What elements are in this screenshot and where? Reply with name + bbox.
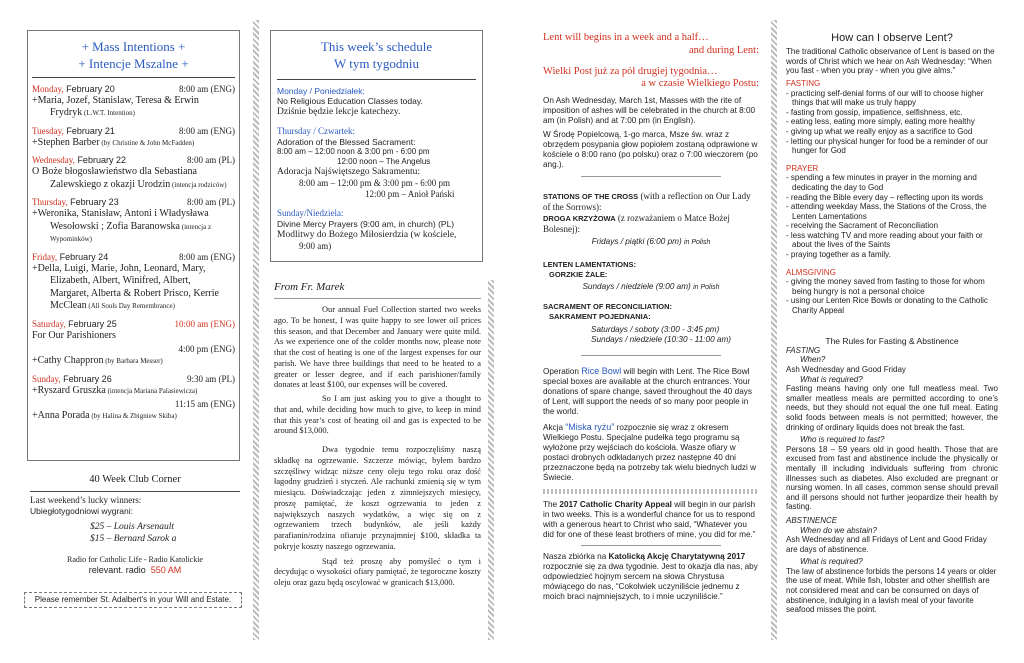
intention-day: Tuesday, xyxy=(32,125,64,136)
intention-time: 9:30 am (PL) xyxy=(187,373,235,384)
intention-time: 10:00 am (ENG) xyxy=(174,318,235,329)
intention-time: 8:00 am (ENG) xyxy=(179,251,235,262)
club-title: 40 Week Club Corner xyxy=(89,474,181,485)
intention-note: (by Barbara Messer) xyxy=(103,357,163,366)
fasting-when-label: When? xyxy=(800,355,826,365)
intention-note: (L.W.T. Intention) xyxy=(82,109,135,118)
intention-entry xyxy=(32,84,235,120)
reconciliation-time-2: Sundays / niedziele (10:30 - 11:00 am) xyxy=(591,335,732,345)
miska-text: rozpocznie się wraz z okresem Wielkiego Postu. Specjalne pudełka tego programu są wyłożone przy wejściach do kościoła. Wasze ofiary w postaci drobnych odkładanych przez następne 40 dni przeznaczone będą na potrzeby tak wielu biednych ludzi w Świecie. xyxy=(543,423,757,483)
lamentations-heading: LENTEN LAMENTATIONS: xyxy=(543,259,637,269)
akcja-name: Katolicką Akcję Charytatywną 2017 xyxy=(608,552,746,562)
reconciliation-pl: SAKRAMENT POJEDNANIA: xyxy=(549,312,651,322)
monday-heading: Monday / Poniedziałek: xyxy=(277,85,365,96)
appeal-name: 2017 Catholic Charity Appeal xyxy=(559,500,672,510)
remember-box: Please remember St. Adalbert’s in your Will and Estate. xyxy=(24,592,242,608)
reconciliation-time-1: Saturdays / soboty (3:00 - 3:45 pm) xyxy=(591,325,720,335)
intention-date: February 22 xyxy=(74,155,126,166)
intention-date: February 23 xyxy=(67,197,119,208)
miska-prefix: Akcja xyxy=(543,423,564,433)
prayer-item: - attending weekday Mass, the Stations of the Cross, the Lenten Lamentations xyxy=(786,202,987,221)
thursday-line6: 12:00 pm – Anioł Pański xyxy=(365,189,455,200)
intention-text: For Our Parishioners xyxy=(32,329,116,341)
intention-day: Monday, xyxy=(32,83,64,94)
intention-entry xyxy=(32,374,235,423)
thursday-line5: 8:00 am – 12:00 pm & 3:00 pm - 6:00 pm xyxy=(299,178,450,189)
fasting-list xyxy=(786,89,998,156)
lamentations-pl: GORZKIE ŻALE: xyxy=(549,269,608,279)
intention-entry xyxy=(32,319,235,368)
alms-list xyxy=(786,277,998,315)
intention-entry xyxy=(32,126,235,149)
intention-text: +Ryszard Gruszka (intencja Mariana Palasiewicza) xyxy=(32,384,198,396)
mass-intentions-title-en: + Mass Intentions + xyxy=(81,39,186,54)
prayer-item: - reading the Bible every day – reflecting upon its words xyxy=(786,192,983,202)
intention-text: +Cathy Chappron (by Barbara Messer) xyxy=(32,355,163,367)
thursday-line3: 12:00 noon – The Angelus xyxy=(337,157,431,167)
prayer-list xyxy=(786,173,998,259)
intention-time: 11:15 am (ENG) xyxy=(174,399,235,410)
intention-text: Frydryk (L.W.T. Intention) xyxy=(50,107,135,119)
lent-heading-1: Lent will begins in a week and a half… xyxy=(543,32,709,43)
ash-wednesday-pl: W Środę Popielcową, 1-go marca, Msze św. wraz z obrzędem posypania głow popiołem zostaną odprawione w kościele o 8:00 rano (po polsku) oraz o 7:00 wieczorem (po ang.). xyxy=(543,130,758,170)
droga-language: in Polish xyxy=(683,239,711,247)
prayer-item: - praying together as a family. xyxy=(786,250,891,260)
observe-title: How can I observe Lent? xyxy=(831,32,953,44)
intention-date: February 20 xyxy=(63,83,115,94)
fasting-what-answer: Fasting means having only one full meatless meal. Two smaller meatless meals are permitted according to one’s needs, but they should not equal the one full meal. Eating solid foods between meals is not permitted; however, the drinking of ordinary liquids does not break the fast. xyxy=(786,384,998,432)
intention-day: Sunday, xyxy=(32,373,61,384)
sunday-line2: Modlitwy do Bożego Miłosierdzia (w kościele, xyxy=(277,229,457,240)
fasting-who-label: Who is required to fast? xyxy=(800,435,885,445)
intention-text: Elizabeth, Albert, Winifred, Albert, xyxy=(50,275,191,287)
rice-bowl-text: will begin with Lent. The Rice Bowl special boxes are available at the church entrances. Your donations of spare change, saved throughout the 40 days of Lent, will support the needs of so many poor people in the world. xyxy=(543,367,752,417)
fasting-item: - fasting from gossip, impatience, selfishness, etc. xyxy=(786,107,963,117)
intention-note: (by Christine & John McFadden) xyxy=(99,138,195,147)
fr-marek-p3: Dwa tygodnie temu rozpoczęliśmy naszą składkę na ogrzewanie. Szczerze mówiąc, byłem bardzo szczęśliwy widząc niższe ceny oleju tego roku oraz dość łagodny grudzień i styczeń. Ale rachunki zmienią się w tym miesiącu. Doświadczając jeden z zimniejszych miesięcy, proszę pamiętać, że koszt ogrzewania to jeden z największych naszych wydatków, a więc się on z ogrzewaniem trzech budynków, ale jeśli każdy parafianin/rodzina ofiaruje przynajmniej $100, składka ta pokryje koszty naszego ogrzewania. xyxy=(274,445,481,551)
radio-name: relevant. radio xyxy=(88,565,146,576)
intention-date: February 25 xyxy=(65,318,117,329)
intention-note: (by Halina & Zbigniew Skiba) xyxy=(89,412,177,420)
intention-time: 4:00 pm (ENG) xyxy=(178,344,235,355)
akcja-text: rozpocznie się za dwa tygodnie. Jest to okazja dla nas, aby odpowiedzieć hojnym sercem na słowa Chrystusa mówiącego do nas, “Cokolwiek uczyniliście jednemu z moich braci najmniejszych, to i mnie uczyniliście.” xyxy=(543,562,758,602)
fr-marek-title: From Fr. Marek xyxy=(274,281,345,293)
radio-line1: Radio for Catholic Life - Radio Katolickie xyxy=(67,555,203,565)
intentions-list xyxy=(32,84,235,423)
lamentations-language: in Polish xyxy=(693,283,720,291)
fr-marek-p2: So I am just asking you to give a thought to that and, while deciding how much to give, to keep in mind that this year’s cost of heating oil and gas is expected to be around $13,000. xyxy=(274,394,481,436)
intention-note: (intencja Mariana Palasiewicza) xyxy=(105,386,198,395)
fasting-item: - giving up what we really enjoy as a sacrifice to God xyxy=(786,126,973,136)
lent-section xyxy=(543,32,759,605)
abstinence-heading: ABSTINENCE xyxy=(786,515,838,525)
rice-bowl-name: Rice Bowl xyxy=(581,366,622,377)
lamentations-time: Sundays / niedziele (9:00 am) xyxy=(582,281,691,291)
sunday-line3: 9:00 am) xyxy=(299,241,332,252)
intention-time: 8:00 am (PL) xyxy=(187,155,235,166)
column-divider xyxy=(253,20,259,640)
droga-time: Fridays / piątki (6:00 pm) xyxy=(591,237,682,247)
intention-time: 8:00 am (ENG) xyxy=(179,83,235,94)
abstinence-when-label: When do we abstain? xyxy=(800,525,877,535)
abstinence-what-label: What is required? xyxy=(800,557,863,567)
intention-text: +Weronika, Stanisław, Antoni i Władysława xyxy=(32,208,209,220)
intention-text: Margaret, Alberta & Robert Prisco, Kerrie xyxy=(50,287,219,299)
thursday-line2: 8:00 am – 12:00 noon & 3:00 pm - 6:00 pm xyxy=(277,147,430,157)
lent-heading-3: Wielki Post już za pół drugiej tygodnia… xyxy=(543,65,718,77)
intention-time: 8:00 am (PL) xyxy=(187,197,235,208)
intention-day: Thursday, xyxy=(32,197,68,208)
fasting-what-label: What is required? xyxy=(800,374,863,384)
ash-wednesday-en: On Ash Wednesday, March 1st, Masses with the rite of imposition of ashes will be celebrated in the church at 8:00 am (in Polish) and at 7:00 pm (in English). xyxy=(543,96,756,126)
schedule-title-en: This week’s schedule xyxy=(320,39,433,54)
thursday-line4: Adoracja Najświętszego Sakramentu: xyxy=(277,166,420,177)
lent-heading-2: and during Lent: xyxy=(689,44,759,56)
schedule-title-pl: W tym tygodniu xyxy=(334,55,419,71)
mass-intentions-box xyxy=(27,30,240,461)
prayer-heading: PRAYER xyxy=(786,163,819,173)
thursday-heading: Thursday / Czwartek: xyxy=(277,126,355,137)
thursday-line1: Adoration of the Blessed Sacrament: xyxy=(277,137,416,148)
fasting-item: - letting our physical hunger for food be a reminder of our hunger for God xyxy=(786,136,988,156)
intention-entry xyxy=(32,197,235,245)
appeal-prefix: The xyxy=(543,500,558,510)
fr-marek-p1: Our annual Fuel Collection started two weeks ago. To be honest, I was quite happy to see lower oil prices this season, and that December and January were quite mild. As we experience one of the colder months now, please note that the cost of heating is one of the largest expenses for our parish. We have three buildings that need to be heated to a greater or lesser degree, and if each parishioner/family donates at least $100, our expenses will be covered. xyxy=(274,305,481,390)
prayer-item: - spending a few minutes in prayer in the morning and dedicating the day to God xyxy=(786,173,977,192)
intention-text: +Anna Porada (by Halina & Zbigniew Skiba) xyxy=(32,410,177,421)
almsgiving-heading: ALMSGIVING xyxy=(786,267,836,277)
intention-day: Saturday, xyxy=(32,318,66,329)
club-section xyxy=(30,474,240,576)
abstinence-when-answer: Ash Wednesday and all Fridays of Lent and Good Friday are days of abstinence. xyxy=(786,535,987,554)
column-divider xyxy=(771,20,777,640)
observe-section xyxy=(786,32,998,618)
stations-heading: STATIONS OF THE CROSS xyxy=(543,192,639,202)
intention-text: Wesołowski ; Zofia Baranowska (intencja z Wypominków) xyxy=(50,220,212,244)
akcja-prefix: Nasza zbiórka na xyxy=(543,552,607,562)
club-winner-2: $15 – Bernard Sarok a xyxy=(90,533,177,544)
intention-entry xyxy=(32,155,235,191)
stations-note: (with a reflection on Our Lady of the Sorrows): xyxy=(543,191,751,213)
prayer-item: - receiving the Sacrament of Reconciliation xyxy=(786,221,939,231)
fasting-heading: FASTING xyxy=(786,78,821,88)
appeal-text: will begin in our parish in two weeks. This is a wonderful chance for us to respond with a generous heart to Christ who said, “Whatever you did for one of these least brothers of mine, you did for me.” xyxy=(543,500,756,540)
radio-frequency: 550 AM xyxy=(150,565,182,576)
miska-name: “Miska ryżu” xyxy=(565,422,615,433)
column-divider xyxy=(488,280,494,640)
droga-heading: DROGA KRZYŻOWA xyxy=(543,214,616,224)
intention-time: 8:00 am (ENG) xyxy=(179,125,235,136)
fasting-who-answer: Persons 18 – 59 years old in good health. Those that are excused from fast and abstinence include the physically or mentally ill including individuals suffering from chronic illnesses such as diabetes. Also excluded are pregnant or nursing women. In all cases, common sense should prevail and ill persons should not further jeopardize their health by fasting. xyxy=(786,444,998,512)
club-winner-1: $25 – Louis Arsenault xyxy=(90,522,175,533)
reconciliation-heading: SACRAMENT OF RECONCILIATION: xyxy=(543,302,673,312)
fasting-subheading: FASTING xyxy=(786,345,821,355)
intention-text: +Maria, Jozef, Stanislaw, Teresa & Erwin xyxy=(32,94,199,106)
mass-intentions-title-pl: + Intencje Mszalne + xyxy=(78,55,189,71)
intention-text: O Boże błogosławieństwo dla Sebastiana xyxy=(32,166,197,178)
almsgiving-item: - giving the money saved from fasting to those for whom being hungry is not a personal choice xyxy=(786,277,985,296)
fr-marek-p4: Stąd też proszę aby pomyśleć o tym i decydując o wysokości ofiary pamiętać, że tegoroczne koszty oleju oraz gazu będą oscylować w granicach $13,000. xyxy=(274,556,481,588)
intention-date: February 24 xyxy=(57,251,109,262)
fr-marek-section xyxy=(274,280,481,592)
intention-day: Wednesday, xyxy=(32,155,75,166)
rules-title: The Rules for Fasting & Abstinence xyxy=(825,335,959,346)
club-line2: Ubiegłotygodniowi wygrani: xyxy=(30,505,134,516)
almsgiving-item: - using our Lenten Rice Bowls or donating to the Catholic Charity Appeal xyxy=(786,296,988,316)
intention-note: (intencja rodziców) xyxy=(170,180,227,189)
sunday-line1: Divine Mercy Prayers (9:00 am, in church) (PL) xyxy=(277,219,455,230)
club-line1: Last weekend’s lucky winners: xyxy=(30,494,142,505)
intention-date: February 21 xyxy=(63,125,115,136)
sunday-heading: Sunday/Niedziela: xyxy=(277,208,344,219)
droga-note: (z rozważaniem o Matce Bożej Bolesnej): xyxy=(543,213,730,235)
intention-text: Zalewskiego z okazji Urodzin (intencja rodziców) xyxy=(50,178,227,190)
schedule-box xyxy=(270,30,483,262)
abstinence-what-answer: The law of abstinence forbids the persons 14 years or older the use of meat. While fish, lobster and other shellfish are not considered meat and can be consumed on days of abstinence, indulging in a lavish meal of your favorite seafood misses the point. xyxy=(786,566,997,615)
fasting-when-answer: Ash Wednesday and Good Friday xyxy=(786,365,906,374)
rice-bowl-prefix: Operation xyxy=(543,367,579,377)
intention-day: Friday, xyxy=(32,251,58,262)
intention-text: +Stephen Barber (by Christine & John McFadden) xyxy=(32,136,195,148)
monday-en: No Religious Education Classes today. xyxy=(277,96,423,107)
prayer-item: - less watching TV and more reading about your faith or about the lives of the Saints xyxy=(786,230,983,250)
intention-text: +Della, Luigi, Marie, John, Leonard, Mary, xyxy=(32,262,206,274)
observe-intro: The traditional Catholic observance of Lent is based on the words of Christ which we hear on Ash Wednesday: “When you fast - when you pray - when you give alms.” xyxy=(786,47,995,76)
intention-text: McClean (All Souls Day Remembrance) xyxy=(50,300,175,312)
intention-note: (All Souls Day Remembrance) xyxy=(86,302,175,311)
intention-note: (intencja z Wypominków) xyxy=(50,222,212,244)
lent-heading-4: a w czasie Wielkiego Postu: xyxy=(641,78,759,90)
fasting-item: - eating less, eating more simply, eating more healthy xyxy=(786,117,975,127)
intention-entry xyxy=(32,252,235,313)
fasting-item: - practicing self-denial forms of our will to choose higher things that will make us truly happy xyxy=(786,88,984,108)
intention-date: February 26 xyxy=(60,373,112,384)
monday-pl: Dziśnie będzie lekcje katechezy. xyxy=(277,106,401,117)
